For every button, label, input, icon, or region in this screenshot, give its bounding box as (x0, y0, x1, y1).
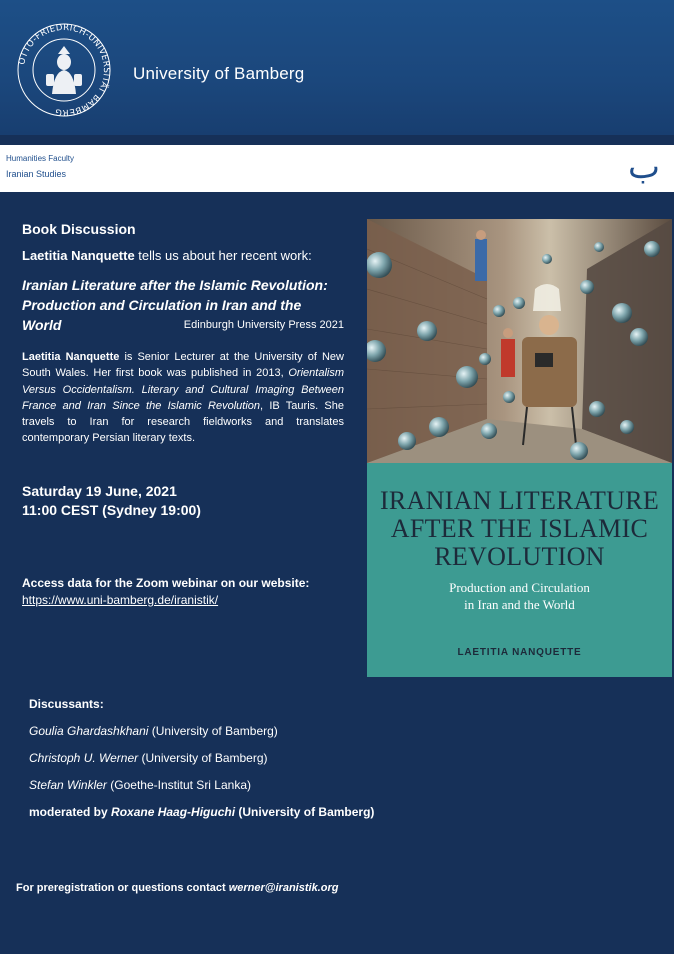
bio-text-1: is Senior Lecturer at the University of New South Wales. Her first book was published in 2013, (22, 351, 344, 380)
access-info (22, 575, 344, 609)
access-label: Access data for the Zoom webinar on our website: (22, 576, 310, 590)
discussant-item (29, 751, 268, 765)
header-banner (0, 0, 674, 135)
contact-line (16, 882, 338, 894)
cover-subtitle-line-2: in Iran and the World (464, 597, 575, 612)
cover-title-line-2: AFTER THE ISLAMIC (390, 514, 649, 543)
discussant-affiliation: (Goethe-Institut Sri Lanka) (106, 778, 252, 792)
department-label[interactable]: Iranian Studies (6, 169, 67, 179)
book-cover (367, 219, 672, 677)
discussants-title: Discussants: (29, 697, 104, 711)
faculty-label[interactable]: Humanities Faculty (6, 154, 75, 163)
book-title-line-1: Iranian Literature after the Islamic Revolution: (22, 277, 328, 293)
discussant-name: Stefan Winkler (29, 778, 107, 792)
bio-book-title: Orientalism Versus Occidentalism. Literary and Cultural Imaging Between France and Iran Since the Islamic Revolution (22, 367, 344, 412)
bio-author-name: Laetitia Nanquette (22, 351, 120, 363)
discussant-name: Goulia Ghardashkhani (29, 724, 149, 738)
publisher: Edinburgh University Press 2021 (183, 319, 344, 331)
university-name: University of Bamberg (133, 64, 305, 83)
bio-text-2: , IB Tauris. She travels to Iran for research fieldworks and translates contemporary Persian literary texts. (22, 399, 345, 445)
discussant-item (29, 778, 251, 792)
author-name: Laetitia Nanquette (22, 248, 135, 263)
cover-title-line-1: IRANIAN LITERATURE (379, 486, 660, 515)
university-seal-icon (16, 22, 112, 118)
cover-author: LAETITIA NANQUETTE (457, 647, 582, 658)
discussant-affiliation: (University of Bamberg) (148, 724, 278, 738)
intro-line (22, 248, 344, 263)
author-bio (22, 349, 344, 447)
cover-subtitle-line-1: Production and Circulation (449, 580, 590, 595)
event-datetime (22, 482, 344, 520)
cover-title (367, 487, 672, 571)
website-link[interactable]: https://www.uni-bamberg.de/iranistik/ (22, 593, 219, 607)
book-title-line-2: Production and Circulation in Iran and the World (22, 297, 302, 333)
event-time: 11:00 CEST (Sydney 19:00) (22, 502, 201, 518)
discussant-affiliation: (University of Bamberg) (138, 751, 268, 765)
event-date: Saturday 19 June, 2021 (22, 483, 177, 499)
moderated-by-label: moderated by (29, 805, 112, 819)
contact-text: For preregistration or questions contact (16, 882, 229, 894)
svg-text:OTTO-FRIEDRICH-UNIVERSITÄT BAM: OTTO-FRIEDRICH-UNIVERSITÄT BAMBERG (17, 22, 112, 118)
moderator-name: Roxane Haag-Higuchi (111, 805, 236, 819)
event-heading: Book Discussion (22, 221, 136, 237)
intro-text: tells us about her recent work: (134, 248, 312, 263)
moderator-line (29, 805, 374, 819)
faculty-bar (0, 145, 674, 192)
cover-subtitle (367, 579, 672, 613)
discussant-item (29, 724, 278, 738)
cover-title-line-3: REVOLUTION (434, 542, 605, 571)
moderator-affiliation: (University of Bamberg) (235, 805, 375, 819)
discussant-name: Christoph U. Werner (29, 751, 139, 765)
contact-email[interactable]: werner@iranistik.org (228, 882, 339, 894)
cover-photo-illustration (367, 219, 672, 463)
persian-letter-logo-icon: ب (627, 147, 660, 187)
